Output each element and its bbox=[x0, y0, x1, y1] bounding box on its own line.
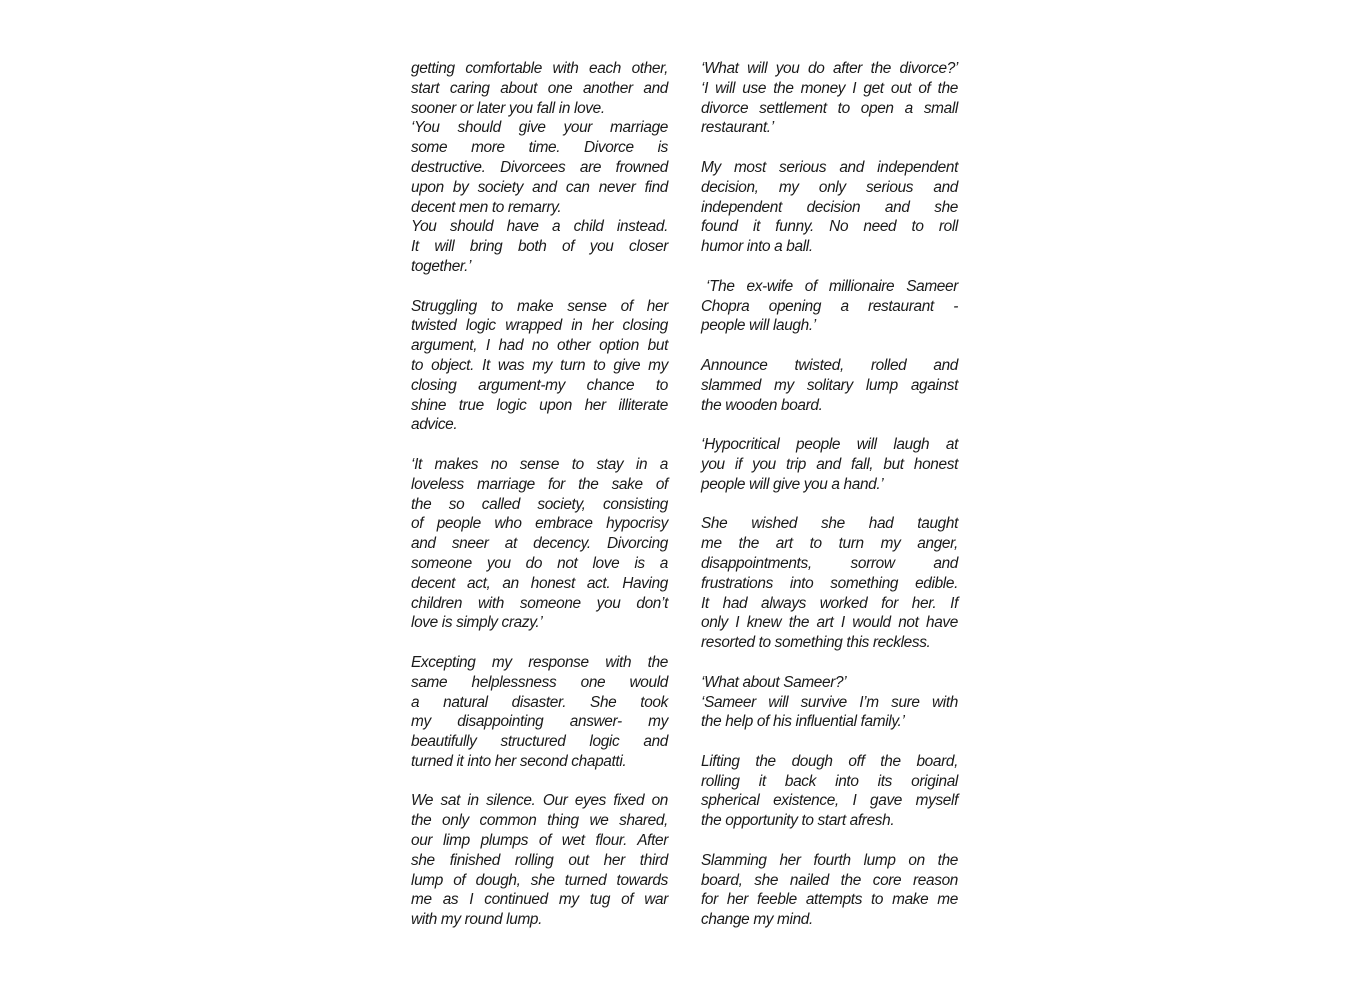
text-line: board, she nailed the core reason bbox=[701, 871, 958, 889]
text-line: ‘You should give your marriage bbox=[411, 119, 668, 137]
text-line: together.’ bbox=[411, 257, 472, 275]
text-line: ‘What about Sameer?’ bbox=[701, 673, 847, 691]
text-line: sooner or later you fall in love. bbox=[411, 99, 605, 117]
paragraph bbox=[411, 653, 668, 772]
text-line: me the art to turn my anger, bbox=[701, 535, 958, 553]
text-line: shine true logic upon her illiterate bbox=[411, 396, 668, 414]
text-line: start caring about one another and bbox=[411, 79, 668, 97]
paragraph bbox=[701, 277, 958, 336]
text-line: found it funny. No need to roll bbox=[701, 218, 958, 236]
text-line: rolling it back into its original bbox=[701, 772, 958, 790]
text-line: decision, my only serious and bbox=[701, 178, 958, 196]
text-line: ‘It makes no sense to stay in a bbox=[411, 455, 668, 473]
text-line: decent men to remarry. bbox=[411, 198, 562, 216]
text-line: a natural disaster. She took bbox=[411, 693, 668, 711]
text-line: humor into a ball. bbox=[701, 238, 813, 256]
text-line: getting comfortable with each other, bbox=[411, 60, 668, 77]
text-line: We sat in silence. Our eyes fixed on bbox=[411, 792, 668, 810]
paragraph bbox=[701, 59, 958, 138]
paragraph bbox=[701, 752, 958, 831]
text-line: the opportunity to start afresh. bbox=[701, 812, 895, 830]
text-line: ‘Sameer will survive I’m sure with bbox=[701, 693, 958, 711]
paragraph bbox=[701, 356, 958, 415]
text-line: loveless marriage for the sake of bbox=[411, 475, 668, 493]
paragraph bbox=[411, 59, 668, 277]
text-line: and sneer at decency. Divorcing bbox=[411, 535, 668, 553]
paragraph bbox=[701, 158, 958, 257]
text-line: our limp plumps of wet flour. After bbox=[411, 832, 668, 850]
text-line: restaurant.’ bbox=[701, 119, 774, 137]
text-line: someone you do not love is a bbox=[411, 554, 668, 572]
text-line: with my round lump. bbox=[411, 911, 543, 929]
text-line: the so called society, consisting bbox=[411, 495, 668, 513]
text-line: for her feeble attempts to make me bbox=[701, 891, 958, 909]
text-line: upon by society and can never find bbox=[411, 178, 668, 196]
text-line: me as I continued my tug of war bbox=[411, 891, 668, 909]
text-line: Lifting the dough off the board, bbox=[701, 752, 958, 770]
text-line: disappointments, sorrow and bbox=[701, 554, 958, 572]
text-line: only I knew the art I would not have bbox=[701, 614, 958, 632]
text-line: beautifully structured logic and bbox=[411, 733, 668, 751]
paragraph bbox=[701, 851, 958, 930]
text-line: argument, I had no other option but bbox=[411, 337, 668, 355]
text-line: some more time. Divorce is bbox=[411, 139, 668, 157]
text-line: She wished she had taught bbox=[701, 515, 958, 533]
text-line: spherical existence, I gave myself bbox=[701, 792, 958, 810]
paragraph bbox=[411, 791, 668, 930]
text-line: people will laugh.’ bbox=[701, 317, 816, 335]
text-line: It had always worked for her. If bbox=[701, 594, 958, 612]
text-line: my disappointing answer- my bbox=[411, 713, 668, 731]
text-line: people will give you a hand.’ bbox=[701, 475, 884, 493]
text-line: It will bring both of you closer bbox=[411, 238, 668, 256]
paragraph bbox=[701, 514, 958, 653]
text-line: of people who embrace hypocrisy bbox=[411, 515, 668, 533]
text-line: Slamming her fourth lump on the bbox=[701, 851, 958, 869]
text-line: ‘The ex-wife of millionaire Sameer bbox=[706, 277, 958, 295]
text-line: the help of his influential family.’ bbox=[701, 713, 905, 731]
text-line: same helplessness one would bbox=[411, 673, 668, 691]
text-line: Announce twisted, rolled and bbox=[701, 356, 958, 374]
text-line: twisted logic wrapped in her closing bbox=[411, 317, 668, 335]
text-line: turned it into her second chapatti. bbox=[411, 752, 627, 770]
text-line: children with someone you don’t bbox=[411, 594, 668, 612]
left-text-column bbox=[411, 59, 668, 950]
text-line: frustrations into something edible. bbox=[701, 574, 958, 592]
text-line: advice. bbox=[411, 416, 458, 434]
text-line: ‘Hypocritical people will laugh at bbox=[701, 436, 958, 454]
right-text-column bbox=[701, 59, 958, 950]
text-line: decent act, an honest act. Having bbox=[411, 574, 668, 592]
text-line: My most serious and independent bbox=[701, 158, 958, 176]
text-line: you if you trip and fall, but honest bbox=[701, 455, 958, 473]
text-line: Struggling to make sense of her bbox=[411, 297, 668, 315]
text-line: destructive. Divorcees are frowned bbox=[411, 158, 668, 176]
text-line: You should have a child instead. bbox=[411, 218, 668, 236]
text-line: Chopra opening a restaurant - bbox=[701, 297, 958, 315]
text-line: she finished rolling out her third bbox=[411, 851, 668, 869]
text-line: change my mind. bbox=[701, 911, 813, 929]
text-line: slammed my solitary lump against bbox=[701, 376, 958, 394]
paragraph bbox=[411, 297, 668, 436]
paragraph bbox=[701, 435, 958, 494]
text-line: Excepting my response with the bbox=[411, 653, 668, 671]
paragraph bbox=[411, 455, 668, 633]
text-line: divorce settlement to open a small bbox=[701, 99, 958, 117]
text-line: ‘I will use the money I get out of the bbox=[701, 79, 958, 97]
text-line: lump of dough, she turned towards bbox=[411, 871, 668, 889]
text-line: ‘What will you do after the divorce?’ bbox=[701, 60, 958, 77]
text-line: love is simply crazy.’ bbox=[411, 614, 543, 632]
paragraph bbox=[701, 673, 958, 732]
text-line: independent decision and she bbox=[701, 198, 958, 216]
text-line: the wooden board. bbox=[701, 396, 823, 414]
text-line: closing argument-my chance to bbox=[411, 376, 668, 394]
text-line: to object. It was my turn to give my bbox=[411, 356, 668, 374]
text-line: the only common thing we shared, bbox=[411, 812, 668, 830]
text-line: resorted to something this reckless. bbox=[701, 634, 931, 652]
